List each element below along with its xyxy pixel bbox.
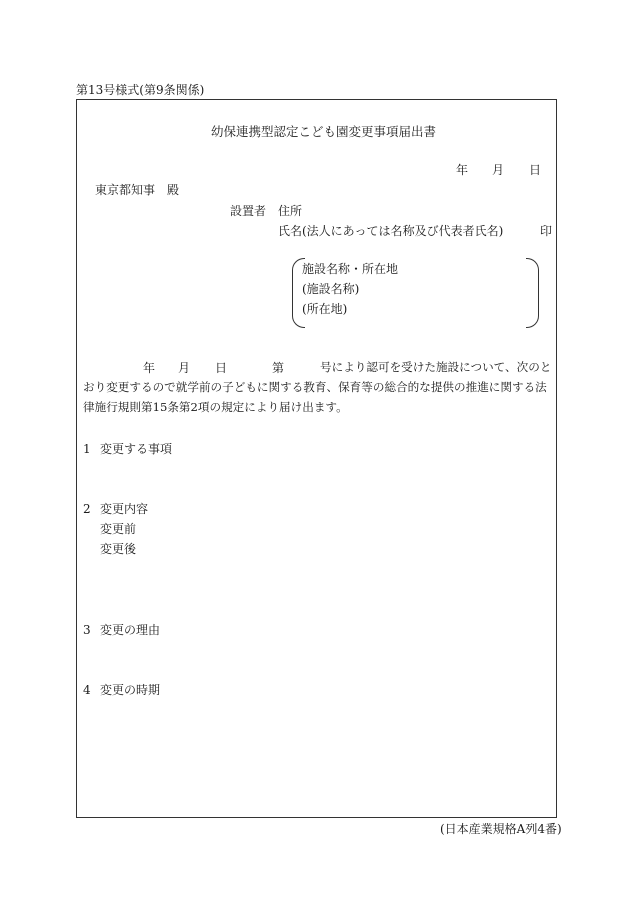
body-month-label: 月 [178,361,191,375]
date-day-label: 日 [529,163,542,177]
section-3-label: 変更の理由 [100,623,161,637]
section-1-number: 1 [83,442,91,456]
body-line-2: おり変更するので就学前の子どもに関する教育、保育等の総合的な提供の推進に関する法 [83,380,547,394]
section-4-number: 4 [83,683,91,697]
section-2-number: 2 [83,502,91,516]
applicant-label: 設置者 [230,204,267,218]
body-line-3: 律施行規則第15条第2項の規定により届け出ます。 [83,400,348,414]
facility-name-location-label: 施設名称・所在地 [302,262,399,276]
applicant-address-label: 住所 [278,204,303,218]
facility-box-right-bracket [526,258,539,328]
form-title: 幼保連携型認定こども園変更事項届出書 [211,124,437,139]
addressee: 東京都知事 殿 [95,183,180,197]
body-line-1: 号により認可を受けた施設について、次のと [320,360,552,374]
date-year-label: 年 [456,163,469,177]
section-2-after-label: 変更後 [100,542,137,556]
body-day-label: 日 [215,361,228,375]
seal-mark: 印 [540,224,553,238]
applicant-name-label: 氏名(法人にあっては名称及び代表者氏名) [278,224,504,238]
section-2-label: 変更内容 [100,502,149,516]
date-month-label: 月 [492,163,505,177]
section-1-label: 変更する事項 [100,442,173,456]
section-4-label: 変更の時期 [100,683,161,697]
section-2-before-label: 変更前 [100,522,137,536]
section-3-number: 3 [83,623,91,637]
body-year-label: 年 [143,361,156,375]
facility-name-label: (施設名称) [302,282,360,296]
form-frame [76,99,557,818]
facility-location-label: (所在地) [302,302,348,316]
body-dai-label: 第 [272,361,285,375]
form-number: 第13号様式(第9条関係) [76,83,205,97]
footer-paper-size-note: (日本産業規格A列4番) [440,822,562,836]
